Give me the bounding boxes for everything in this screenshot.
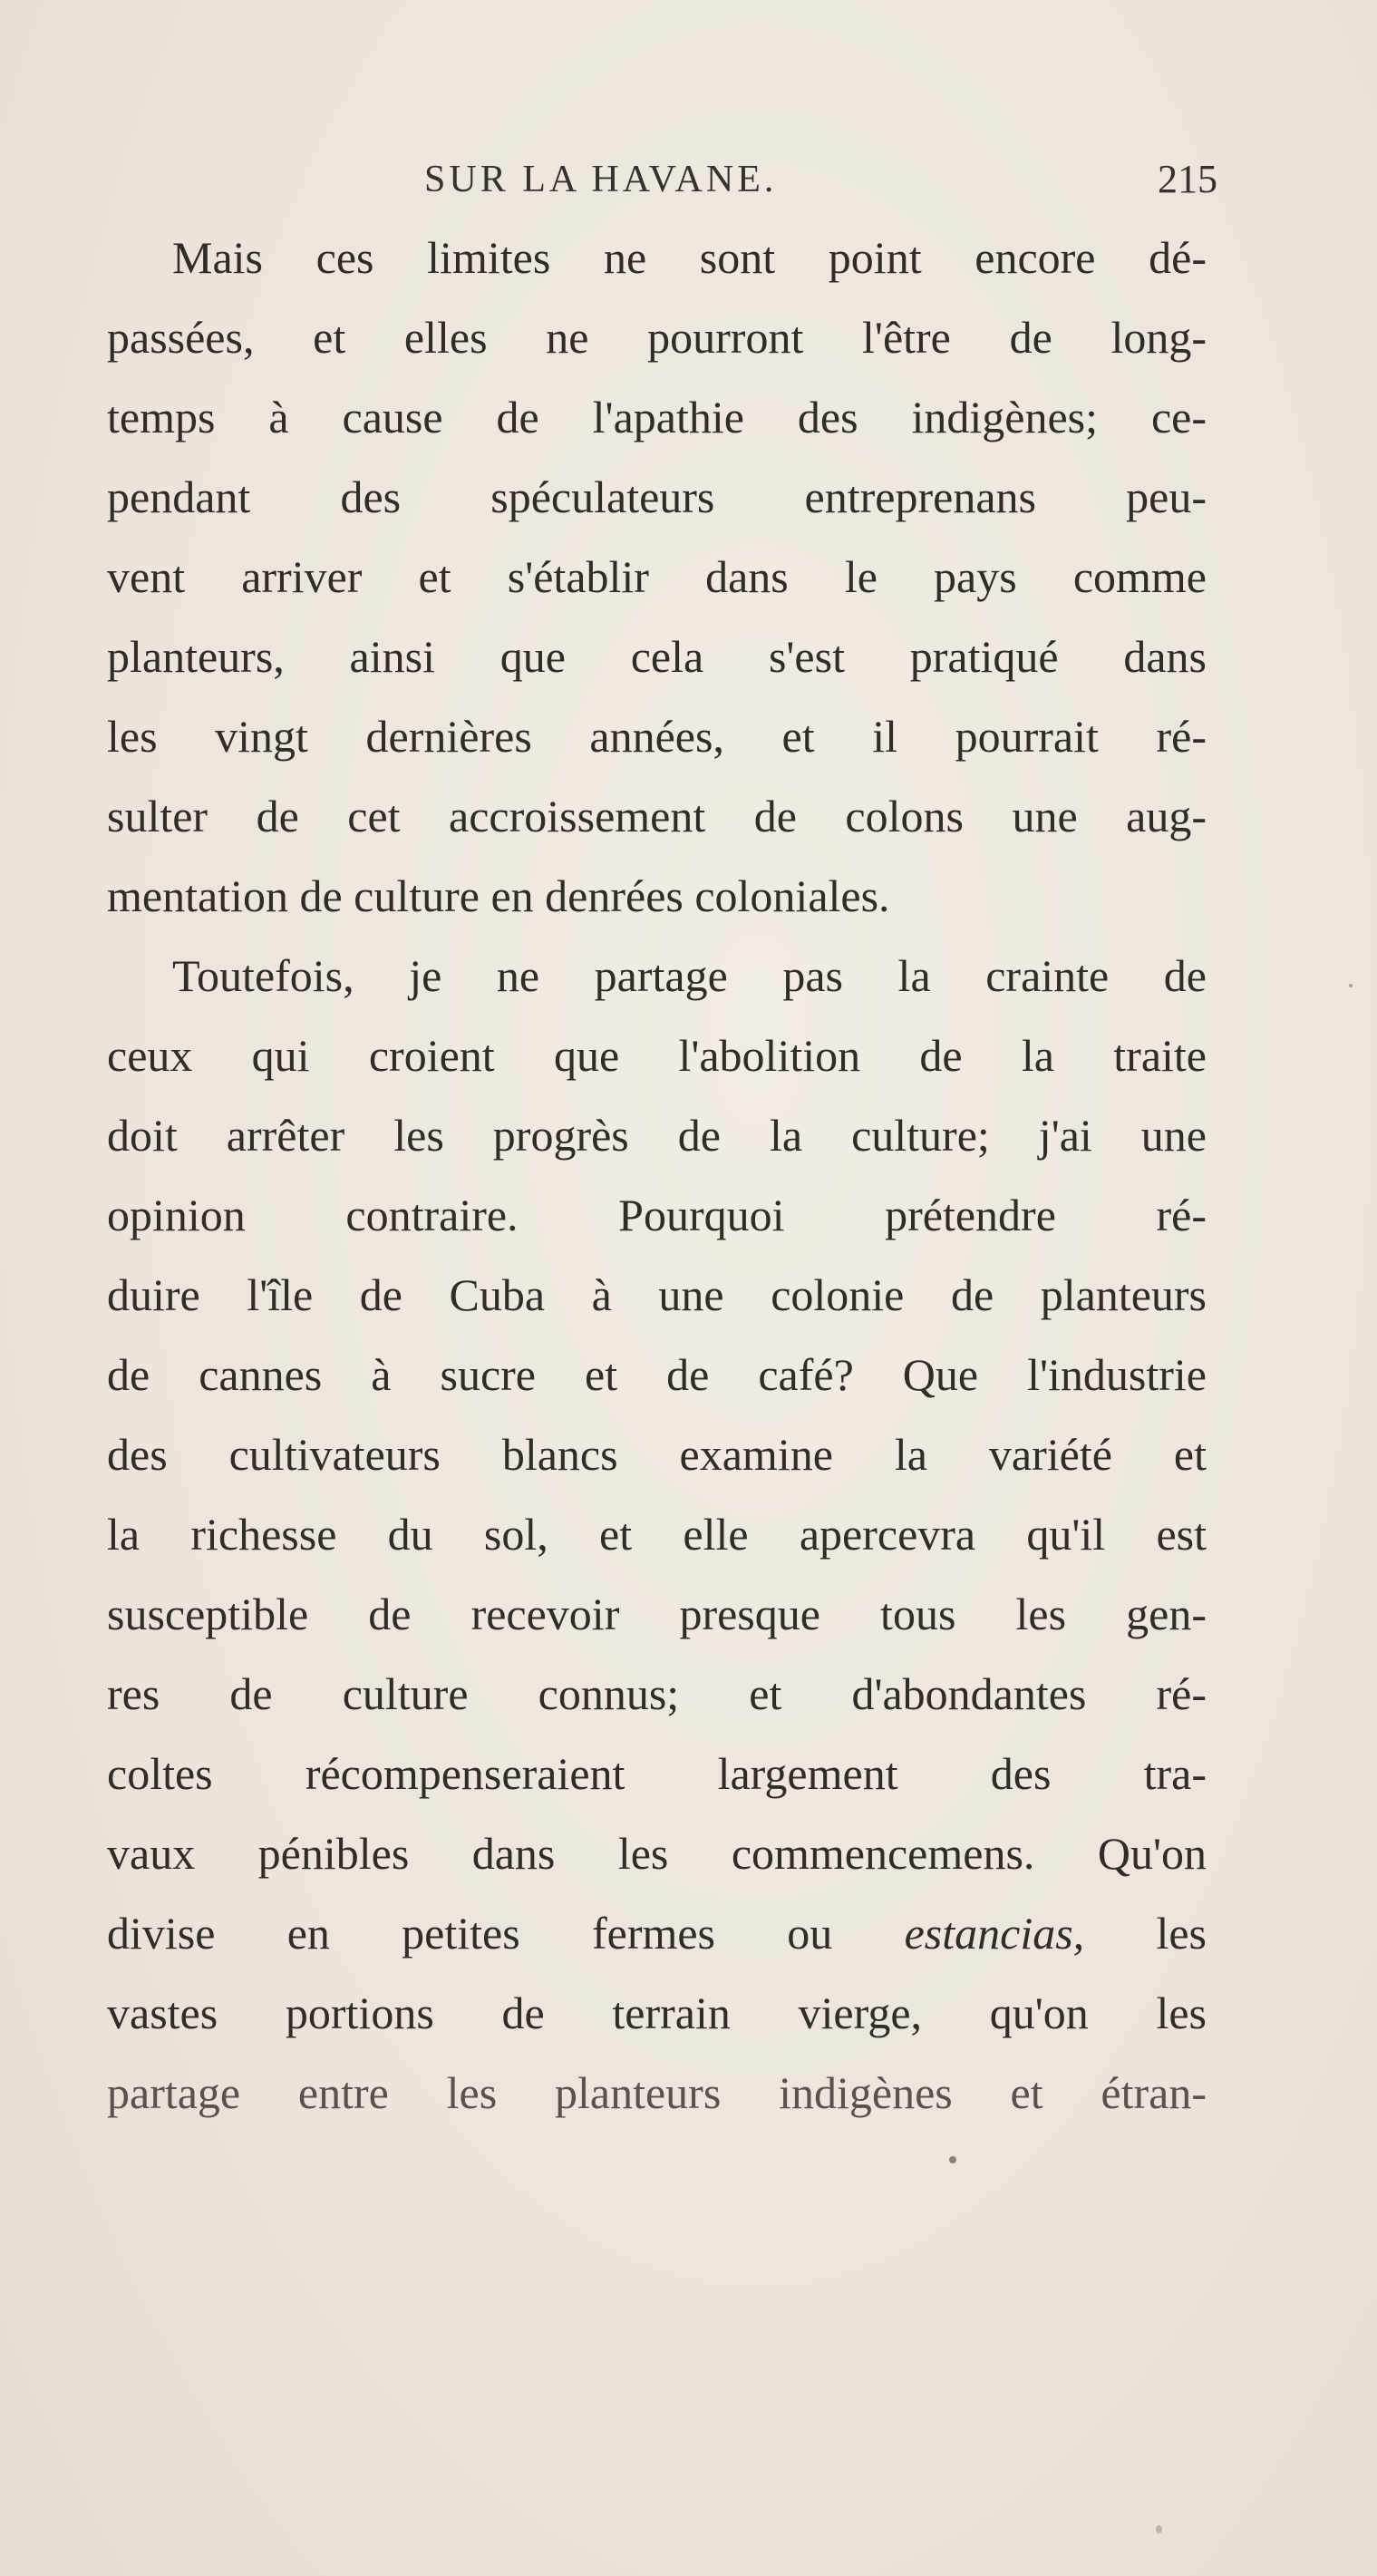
text-line-with-italic [107, 1893, 1207, 1973]
italic-term-estancias: estancias, [904, 1908, 1085, 1959]
text-line: opinion contraire. Pourquoi prétendre ré- [107, 1190, 1207, 1240]
text-line: duire l'île de Cuba à une colonie de planteurs [107, 1269, 1207, 1320]
text-line: vastes portions de terrain vierge, qu'on les [107, 1988, 1207, 2038]
text-line: vaux pénibles dans les commencemens. Qu'on [107, 1828, 1207, 1879]
text-line: ceux qui croient que l'abolition de la traite [107, 1030, 1207, 1081]
text-line: Toutefois, je ne partage pas la crainte de [172, 950, 1207, 1001]
paper-speck [1349, 984, 1353, 987]
text-line: sulter de cet accroissement de colons une aug- [107, 791, 1207, 841]
text-line: des cultivateurs blancs examine la variété et [107, 1429, 1207, 1480]
paper-speck [949, 2156, 956, 2163]
text-line: les vingt dernières années, et il pourrait ré- [107, 711, 1207, 762]
text-line: de cannes à sucre et de café? Que l'industrie [107, 1349, 1207, 1400]
text-line: planteurs, ainsi que cela s'est pratiqué dans [107, 631, 1207, 682]
text-line: coltes récompenseraient largement des tra- [107, 1748, 1207, 1799]
text-line: la richesse du sol, et elle apercevra qu'il est [107, 1509, 1207, 1560]
body-text [107, 218, 1207, 2133]
text-line: mentation de culture en denrées coloniales. [107, 870, 890, 921]
paper-speck [1156, 2525, 1162, 2533]
text-run: divise en petites fermes ou [107, 1908, 905, 1959]
text-line: Mais ces limites ne sont point encore dé- [172, 232, 1207, 283]
running-head [107, 152, 1217, 207]
text-line: doit arrêter les progrès de la culture; j'ai une [107, 1110, 1207, 1161]
text-run: les [1084, 1908, 1207, 1959]
text-line: passées, et elles ne pourront l'être de long- [107, 312, 1207, 363]
text-line: pendant des spéculateurs entreprenans peu- [107, 471, 1207, 522]
page-number: 215 [1158, 157, 1217, 201]
text-line: vent arriver et s'établir dans le pays comme [107, 551, 1207, 602]
text-line: temps à cause de l'apathie des indigènes; ce- [107, 392, 1207, 442]
text-line: res de culture connus; et d'abondantes ré- [107, 1668, 1207, 1719]
text-line: susceptible de recevoir presque tous les gen- [107, 1589, 1207, 1639]
text-line: partage entre les planteurs indigènes et étran- [107, 2067, 1207, 2118]
running-title: SUR LA HAVANE. [424, 159, 778, 200]
